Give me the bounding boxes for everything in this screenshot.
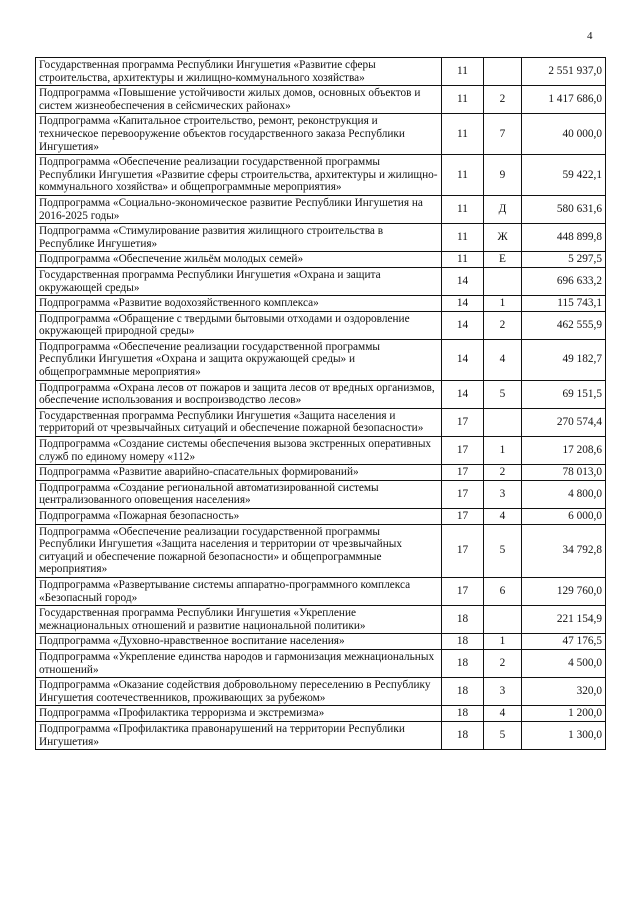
program-name-cell: Подпрограмма «Профилактика правонарушений на территории Республики Ингушетия» bbox=[36, 721, 442, 749]
chapter-code-cell: 11 bbox=[442, 252, 484, 268]
program-name-cell: Подпрограмма «Социально-экономическое развитие Республики Ингушетия на 2016-2025 годы» bbox=[36, 195, 442, 223]
subprogram-code-cell bbox=[484, 408, 522, 436]
amount-cell: 1 300,0 bbox=[522, 721, 606, 749]
table-row bbox=[36, 380, 606, 408]
amount-cell: 580 631,6 bbox=[522, 195, 606, 223]
table-row bbox=[36, 649, 606, 677]
chapter-code-cell: 17 bbox=[442, 408, 484, 436]
subprogram-code-cell: Е bbox=[484, 252, 522, 268]
subprogram-code-cell: 2 bbox=[484, 311, 522, 339]
program-name-cell: Подпрограмма «Пожарная безопасность» bbox=[36, 509, 442, 525]
program-name-cell: Подпрограмма «Укрепление единства народов и гармонизация межнациональных отношений» bbox=[36, 649, 442, 677]
chapter-code-cell: 18 bbox=[442, 649, 484, 677]
program-name-cell: Государственная программа Республики Ингушетия «Защита населения и территорий от чрезвычайных ситуаций и обеспечение пожарной безопасности» bbox=[36, 408, 442, 436]
amount-cell: 270 574,4 bbox=[522, 408, 606, 436]
amount-cell: 6 000,0 bbox=[522, 509, 606, 525]
amount-cell: 115 743,1 bbox=[522, 296, 606, 312]
table-row bbox=[36, 267, 606, 295]
program-name-cell: Подпрограмма «Профилактика терроризма и экстремизма» bbox=[36, 706, 442, 722]
table-row bbox=[36, 577, 606, 605]
table-row bbox=[36, 408, 606, 436]
amount-cell: 49 182,7 bbox=[522, 339, 606, 380]
amount-cell: 462 555,9 bbox=[522, 311, 606, 339]
amount-cell: 696 633,2 bbox=[522, 267, 606, 295]
table-row bbox=[36, 296, 606, 312]
chapter-code-cell: 18 bbox=[442, 634, 484, 650]
program-name-cell: Подпрограмма «Стимулирование развития жилищного строительства в Республике Ингушетия» bbox=[36, 224, 442, 252]
budget-table-body bbox=[36, 58, 606, 750]
program-name-cell: Подпрограмма «Развитие аварийно-спасательных формирований» bbox=[36, 465, 442, 481]
table-row bbox=[36, 437, 606, 465]
table-row bbox=[36, 224, 606, 252]
chapter-code-cell: 17 bbox=[442, 437, 484, 465]
subprogram-code-cell: 1 bbox=[484, 437, 522, 465]
table-row bbox=[36, 195, 606, 223]
program-name-cell: Подпрограмма «Обеспечение жильём молодых семей» bbox=[36, 252, 442, 268]
program-name-cell: Государственная программа Республики Ингушетия «Охрана и защита окружающей среды» bbox=[36, 267, 442, 295]
chapter-code-cell: 17 bbox=[442, 480, 484, 508]
amount-cell: 4 800,0 bbox=[522, 480, 606, 508]
chapter-code-cell: 17 bbox=[442, 509, 484, 525]
chapter-code-cell: 17 bbox=[442, 577, 484, 605]
chapter-code-cell: 11 bbox=[442, 224, 484, 252]
page-number: 4 bbox=[587, 30, 593, 42]
amount-cell: 448 899,8 bbox=[522, 224, 606, 252]
amount-cell: 1 200,0 bbox=[522, 706, 606, 722]
amount-cell: 17 208,6 bbox=[522, 437, 606, 465]
chapter-code-cell: 18 bbox=[442, 706, 484, 722]
table-row bbox=[36, 339, 606, 380]
table-row bbox=[36, 524, 606, 577]
table-row bbox=[36, 252, 606, 268]
amount-cell: 4 500,0 bbox=[522, 649, 606, 677]
subprogram-code-cell: 5 bbox=[484, 380, 522, 408]
chapter-code-cell: 14 bbox=[442, 311, 484, 339]
chapter-code-cell: 17 bbox=[442, 524, 484, 577]
program-name-cell: Подпрограмма «Охрана лесов от пожаров и защита лесов от вредных организмов, обеспечение использования и воспроизводство лесов» bbox=[36, 380, 442, 408]
amount-cell: 78 013,0 bbox=[522, 465, 606, 481]
table-row bbox=[36, 311, 606, 339]
subprogram-code-cell: 4 bbox=[484, 706, 522, 722]
table-row bbox=[36, 509, 606, 525]
subprogram-code-cell bbox=[484, 58, 522, 86]
chapter-code-cell: 11 bbox=[442, 195, 484, 223]
amount-cell: 129 760,0 bbox=[522, 577, 606, 605]
chapter-code-cell: 18 bbox=[442, 721, 484, 749]
chapter-code-cell: 18 bbox=[442, 606, 484, 634]
table-row bbox=[36, 678, 606, 706]
subprogram-code-cell: 4 bbox=[484, 339, 522, 380]
table-row bbox=[36, 86, 606, 114]
amount-cell: 320,0 bbox=[522, 678, 606, 706]
program-name-cell: Подпрограмма «Обеспечение реализации государственной программы Республики Ингушетия «Развитие сферы строительства, архитектуры и жилищно-коммунального хозяйства» и общепрограммные мероприятия» bbox=[36, 155, 442, 196]
table-row bbox=[36, 634, 606, 650]
program-name-cell: Государственная программа Республики Ингушетия «Укрепление межнациональных отношений и развитие национальной политики» bbox=[36, 606, 442, 634]
subprogram-code-cell: 1 bbox=[484, 634, 522, 650]
subprogram-code-cell: 4 bbox=[484, 509, 522, 525]
subprogram-code-cell: 2 bbox=[484, 86, 522, 114]
amount-cell: 40 000,0 bbox=[522, 114, 606, 155]
program-name-cell: Подпрограмма «Обеспечение реализации государственной программы Республики Ингушетия «Защита населения и территории от чрезвычайных ситуаций и обеспечение пожарной безопасности» и общепрограммные мероприятия» bbox=[36, 524, 442, 577]
subprogram-code-cell: Ж bbox=[484, 224, 522, 252]
chapter-code-cell: 11 bbox=[442, 155, 484, 196]
amount-cell: 34 792,8 bbox=[522, 524, 606, 577]
subprogram-code-cell: 5 bbox=[484, 721, 522, 749]
amount-cell: 59 422,1 bbox=[522, 155, 606, 196]
chapter-code-cell: 18 bbox=[442, 678, 484, 706]
subprogram-code-cell: 3 bbox=[484, 678, 522, 706]
chapter-code-cell: 11 bbox=[442, 86, 484, 114]
program-name-cell: Подпрограмма «Развитие водохозяйственного комплекса» bbox=[36, 296, 442, 312]
amount-cell: 5 297,5 bbox=[522, 252, 606, 268]
chapter-code-cell: 11 bbox=[442, 114, 484, 155]
subprogram-code-cell: 6 bbox=[484, 577, 522, 605]
table-row bbox=[36, 58, 606, 86]
chapter-code-cell: 14 bbox=[442, 267, 484, 295]
program-name-cell: Подпрограмма «Создание региональной автоматизированной системы централизованного оповещения населения» bbox=[36, 480, 442, 508]
program-name-cell: Подпрограмма «Обеспечение реализации государственной программы Республики Ингушетия «Охрана и защита окружающей среды» и общепрограммные мероприятия» bbox=[36, 339, 442, 380]
amount-cell: 47 176,5 bbox=[522, 634, 606, 650]
subprogram-code-cell: 1 bbox=[484, 296, 522, 312]
program-name-cell: Государственная программа Республики Ингушетия «Развитие сферы строительства, архитектуры и жилищно-коммунального хозяйства» bbox=[36, 58, 442, 86]
table-row bbox=[36, 721, 606, 749]
table-row bbox=[36, 155, 606, 196]
subprogram-code-cell bbox=[484, 267, 522, 295]
program-name-cell: Подпрограмма «Повышение устойчивости жилых домов, основных объектов и систем жизнеобеспечения в сейсмических районах» bbox=[36, 86, 442, 114]
program-name-cell: Подпрограмма «Оказание содействия добровольному переселению в Республику Ингушетия соотечественников, проживающих за рубежом» bbox=[36, 678, 442, 706]
program-name-cell: Подпрограмма «Обращение с твердыми бытовыми отходами и оздоровление окружающей природной среды» bbox=[36, 311, 442, 339]
chapter-code-cell: 11 bbox=[442, 58, 484, 86]
subprogram-code-cell: 7 bbox=[484, 114, 522, 155]
subprogram-code-cell: 3 bbox=[484, 480, 522, 508]
subprogram-code-cell: 2 bbox=[484, 649, 522, 677]
program-name-cell: Подпрограмма «Духовно-нравственное воспитание населения» bbox=[36, 634, 442, 650]
amount-cell: 69 151,5 bbox=[522, 380, 606, 408]
program-name-cell: Подпрограмма «Создание системы обеспечения вызова экстренных оперативных служб по единому номеру «112» bbox=[36, 437, 442, 465]
subprogram-code-cell bbox=[484, 606, 522, 634]
table-row bbox=[36, 114, 606, 155]
program-name-cell: Подпрограмма «Капитальное строительство, ремонт, реконструкция и техническое перевооружение объектов государственного заказа Республики Ингушетия» bbox=[36, 114, 442, 155]
table-row bbox=[36, 606, 606, 634]
subprogram-code-cell: Д bbox=[484, 195, 522, 223]
subprogram-code-cell: 2 bbox=[484, 465, 522, 481]
table-row bbox=[36, 480, 606, 508]
chapter-code-cell: 14 bbox=[442, 296, 484, 312]
budget-table bbox=[35, 57, 606, 750]
table-row bbox=[36, 465, 606, 481]
subprogram-code-cell: 9 bbox=[484, 155, 522, 196]
amount-cell: 1 417 686,0 bbox=[522, 86, 606, 114]
subprogram-code-cell: 5 bbox=[484, 524, 522, 577]
program-name-cell: Подпрограмма «Развертывание системы аппаратно-программного комплекса «Безопасный город» bbox=[36, 577, 442, 605]
chapter-code-cell: 17 bbox=[442, 465, 484, 481]
amount-cell: 2 551 937,0 bbox=[522, 58, 606, 86]
chapter-code-cell: 14 bbox=[442, 380, 484, 408]
chapter-code-cell: 14 bbox=[442, 339, 484, 380]
amount-cell: 221 154,9 bbox=[522, 606, 606, 634]
table-row bbox=[36, 706, 606, 722]
